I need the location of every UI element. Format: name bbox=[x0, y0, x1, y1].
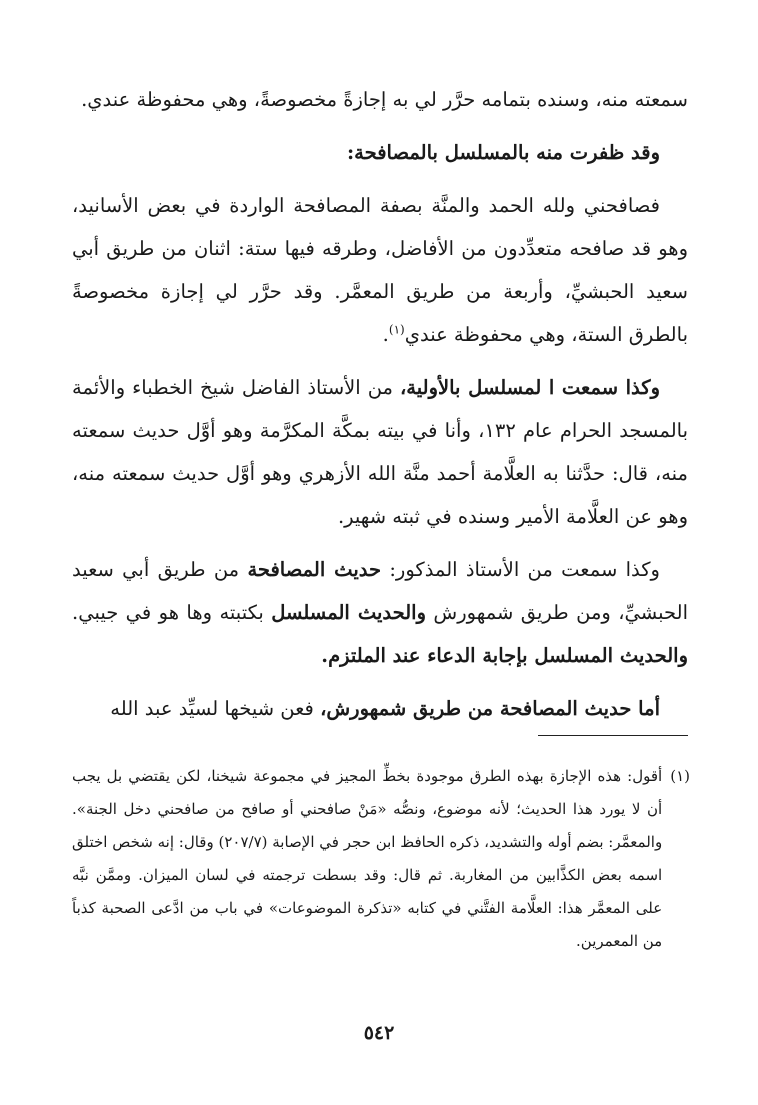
footnote-text: أقول: هذه الإجازة بهذه الطرق موجودة بخطِّ المجيز في مجموعة شيخنا، لكن يقتضي بل يجب أن لا يورد هذا الحديث؛ لأنه موضوع، ونصُّه «مَنْ صافحني أو صافح من صافحني دخل الجنة». والمعمَّر: بضم أوله والتشديد، ذكره الحافظ ابن حجر في الإصابة (٢٠٧/٧) وقال: إنه شخص اختلق اسمه بعض الكذَّابين من المغاربة. ثم قال: وقد بسطت ترجمته في لسان الميزان. وممَّن نبَّه على المعمَّر هذا: العلَّامة الفتَّني في كتابه «تذكرة الموضوعات» في باب من ادَّعى الصحبة كذباً من المعمرين. bbox=[72, 767, 663, 950]
footnote-reference[interactable]: (١) bbox=[388, 322, 405, 337]
footnote bbox=[72, 760, 690, 958]
footnote-separator bbox=[538, 735, 688, 736]
paragraph-3-text: فصافحني ولله الحمد والمنَّة بصفة المصافحة الواردة في بعض الأسانيد، وهو قد صافحه متعدِّدون من الأفاضل، وطرقه فيها ستة: اثنان من طريق أبي سعيد الحبشيِّ، وأربعة من طريق المعمَّر. وقد حرَّر لي إجازة مخصوصةً بالطرق الستة، وهي محفوظة عندي bbox=[72, 194, 688, 346]
paragraph-4-bold: وكذا سمعت ا لمسلسل بالأولية، bbox=[400, 376, 660, 399]
paragraph-5-part-d: بكتبته وها هو في جيبي. bbox=[72, 601, 272, 624]
paragraph-4 bbox=[72, 366, 688, 538]
footnote-row bbox=[72, 760, 690, 958]
paragraph-6 bbox=[72, 687, 688, 730]
page-number: ٥٤٢ bbox=[363, 1022, 395, 1044]
paragraph-5-part-c: من طريق أبي سعيد الحبشيِّ، ومن طريق شمهورش bbox=[72, 558, 688, 624]
paragraph-5-bold-2: والحديث المسلسل bbox=[271, 601, 427, 624]
paragraph-6-text: فعن شيخها لسيِّد عبد الله bbox=[110, 697, 321, 720]
paragraph-5-bold-3: والحديث المسلسل بإجابة الدعاء عند الملتزم. bbox=[321, 644, 688, 667]
paragraph-6-bold: أما حديث المصافحة من طريق شمهورش، bbox=[320, 697, 660, 720]
paragraph-3-end: . bbox=[382, 323, 389, 346]
paragraph-4-text: من الأستاذ الفاضل شيخ الخطباء والأئمة بالمسجد الحرام عام ١٣٢، وأنا في بيته بمكَّة المكرَّمة وهو أوَّل حديث سمعته منه، قال: حدَّثنا به العلَّامة أحمد منَّة الله الأزهري وهو أوَّل حديث سمعته منه، وهو عن العلَّامة الأمير وسنده في ثبته شهير. bbox=[72, 376, 688, 528]
paragraph-2-text: وقد ظفرت منه بالمسلسل بالمصافحة: bbox=[346, 141, 660, 164]
paragraph-5 bbox=[72, 548, 688, 677]
paragraph-3 bbox=[72, 184, 688, 356]
paragraph-2-heading bbox=[72, 131, 688, 174]
paragraph-5-part-a: وكذا سمعت من الأستاذ المذكور: bbox=[381, 558, 660, 581]
main-text bbox=[72, 78, 688, 730]
paragraph-1 bbox=[72, 78, 688, 121]
paragraph-5-bold-1: حديث المصافحة bbox=[247, 558, 382, 581]
paragraph-1-text: سمعته منه، وسنده بتمامه حرَّر لي به إجازةً مخصوصةً، وهي محفوظة عندي. bbox=[81, 88, 688, 111]
footnote-number: (١) bbox=[670, 767, 690, 785]
